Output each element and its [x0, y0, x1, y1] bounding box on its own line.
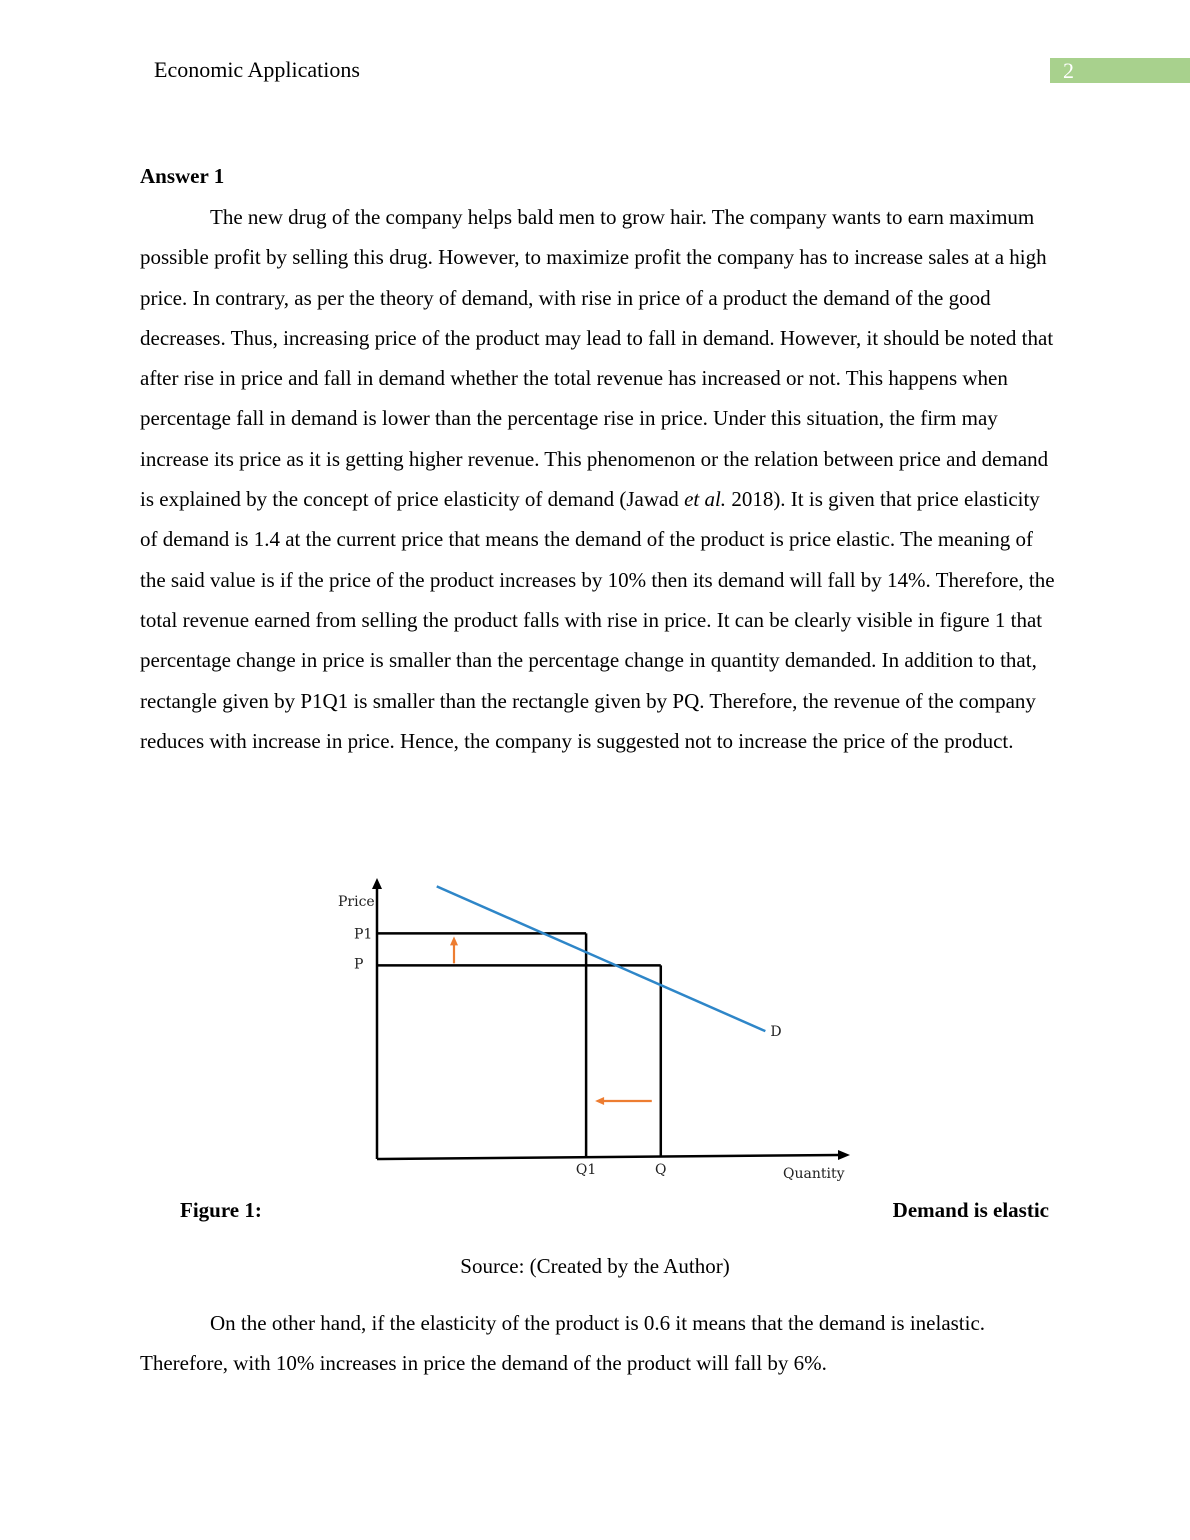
demand-curve-label: D [770, 1024, 782, 1041]
x-axis [377, 1155, 840, 1159]
page-header-title: Economic Applications [154, 57, 360, 82]
demand-chart [310, 865, 870, 1195]
paragraph-2 [140, 1303, 1055, 1384]
y-tick-label-p: P [354, 956, 364, 973]
y-axis-arrowhead [372, 878, 382, 889]
paragraph-1-italic: et al. [684, 487, 727, 512]
x-tick-label-q1: Q1 [575, 1162, 597, 1178]
demand-curve [437, 886, 766, 1031]
figure-label: Figure 1: [180, 1198, 262, 1222]
x-axis-label: Quantity [783, 1166, 845, 1182]
paragraph-1-text-b: 2018). It is given that price elasticity of demand is 1.4 at the current price that means the demand of the product is price elastic. The meaning of the said value is if the price of the product increases by 10% then its demand will fall by 14%. Therefore, the total revenue earned from selling the product falls with rise in price. It can be clearly visible in figure 1 that percentage change in price is smaller than the percentage change in quantity demanded. In addition to that, rectangle given by P1Q1 is smaller than the rectangle given by PQ. Therefore, the revenue of the company reduces with increase in price. Hence, the company is suggested not to increase the price of the product. [140, 487, 1055, 753]
page-number: 2 [1063, 58, 1074, 83]
paragraph-1 [140, 197, 1055, 761]
paragraph-2-text: On the other hand, if the elasticity of the product is 0.6 it means that the demand is inelastic. Therefore, with 10% increases in price the demand of the product will fall by 6%. [140, 1311, 986, 1376]
price-increase-arrowhead [450, 936, 458, 945]
y-axis-label: Price [338, 894, 375, 910]
y-tick-label-p1: P1 [354, 926, 373, 943]
section-heading: Answer 1 [140, 164, 225, 188]
x-axis-arrowhead [838, 1150, 850, 1160]
quantity-decrease-arrowhead [595, 1097, 604, 1105]
page-number-box [1050, 58, 1190, 83]
x-tick-label-q: Q [655, 1162, 667, 1178]
figure-title: Demand is elastic [892, 1198, 1049, 1222]
paragraph-1-text-a: The new drug of the company helps bald men to grow hair. The company wants to earn maximum possible profit by selling this drug. However, to maximize profit the company has to increase sales at a high price. In contrary, as per the theory of demand, with rise in price of a product the demand of the good decreases. Thus, increasing price of the product may lead to fall in demand. However, it should be noted that after rise in price and fall in demand whether the total revenue has increased or not. This happens when percentage fall in demand is lower than the percentage rise in price. Under this situation, the firm may increase its price as it is getting higher revenue. This phenomenon or the relation between price and demand is explained by the concept of price elasticity of demand (Jawad [140, 205, 1054, 512]
figure-source: Source: (Created by the Author) [460, 1254, 730, 1278]
